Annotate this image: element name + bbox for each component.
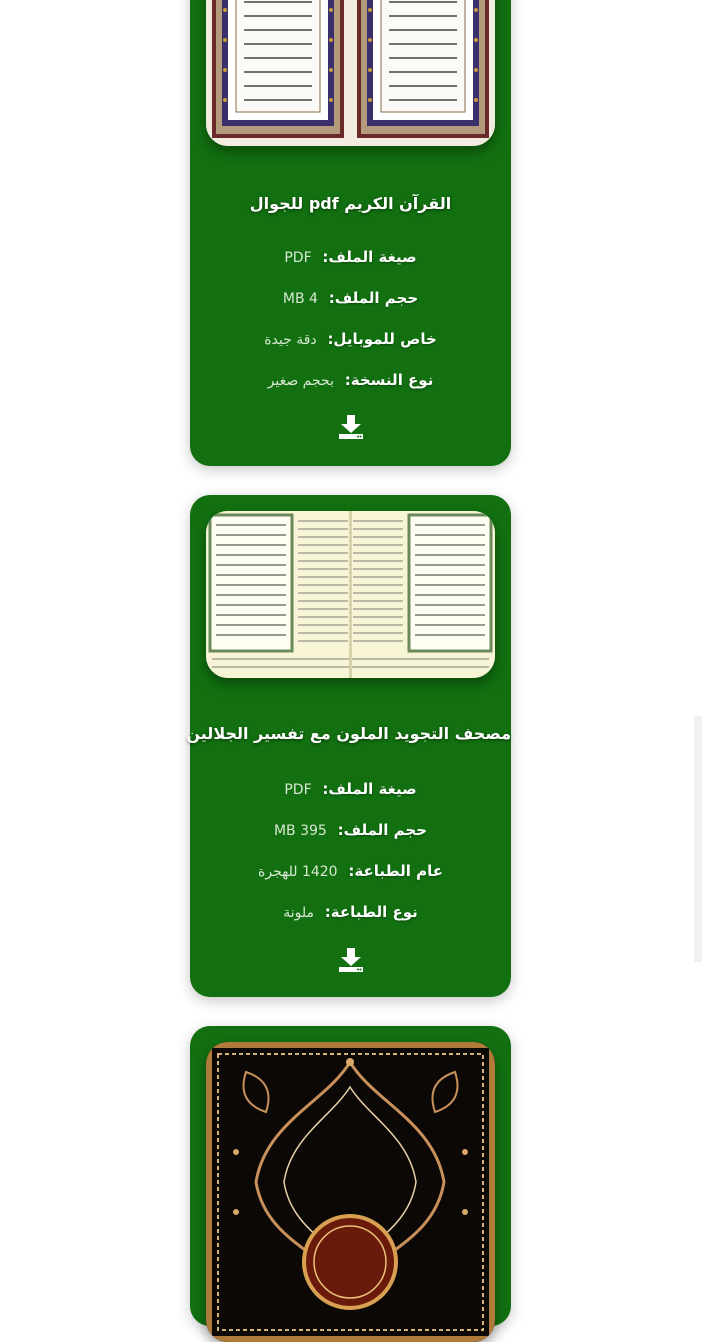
info-value: بحجم صغير [267, 373, 334, 389]
info-value: ملونة [283, 905, 314, 921]
info-row [190, 821, 511, 839]
info-row [190, 248, 511, 266]
info-value: 4 MB [282, 291, 318, 307]
info-row [190, 371, 511, 389]
book-cover-image[interactable] [206, 1042, 495, 1342]
info-label: عام الطباعة: [348, 862, 443, 880]
info-label: نوع الطباعة: [324, 903, 418, 921]
info-label: حجم الملف: [328, 289, 419, 307]
info-label: خاص للموبايل: [327, 330, 437, 348]
info-row [190, 330, 511, 348]
info-row [190, 780, 511, 798]
info-value: 1420 للهجرة [258, 864, 338, 880]
scrollbar[interactable] [694, 716, 702, 962]
book-cover-image[interactable] [206, 511, 495, 678]
book-card [190, 1026, 511, 1326]
info-label: صيغة الملف: [322, 248, 417, 266]
book-card [186, 495, 511, 997]
book-cover-image[interactable] [206, 0, 495, 146]
info-value: دقة جيدة [264, 332, 317, 348]
download-icon[interactable] [338, 414, 364, 440]
book-card [190, 0, 511, 466]
info-value: 395 MB [273, 823, 327, 839]
info-row [190, 862, 511, 880]
info-label: نوع النسخة: [344, 371, 434, 389]
info-value: PDF [284, 250, 312, 266]
info-row [190, 903, 511, 921]
book-title: القرآن الكريم pdf للجوال [249, 194, 452, 213]
download-icon[interactable] [338, 947, 364, 973]
info-label: حجم الملف: [337, 821, 428, 839]
info-row [190, 289, 511, 307]
info-label: صيغة الملف: [322, 780, 417, 798]
book-title: مصحف التجويد الملون مع تفسير الجلالين [186, 724, 511, 743]
info-value: PDF [284, 782, 312, 798]
